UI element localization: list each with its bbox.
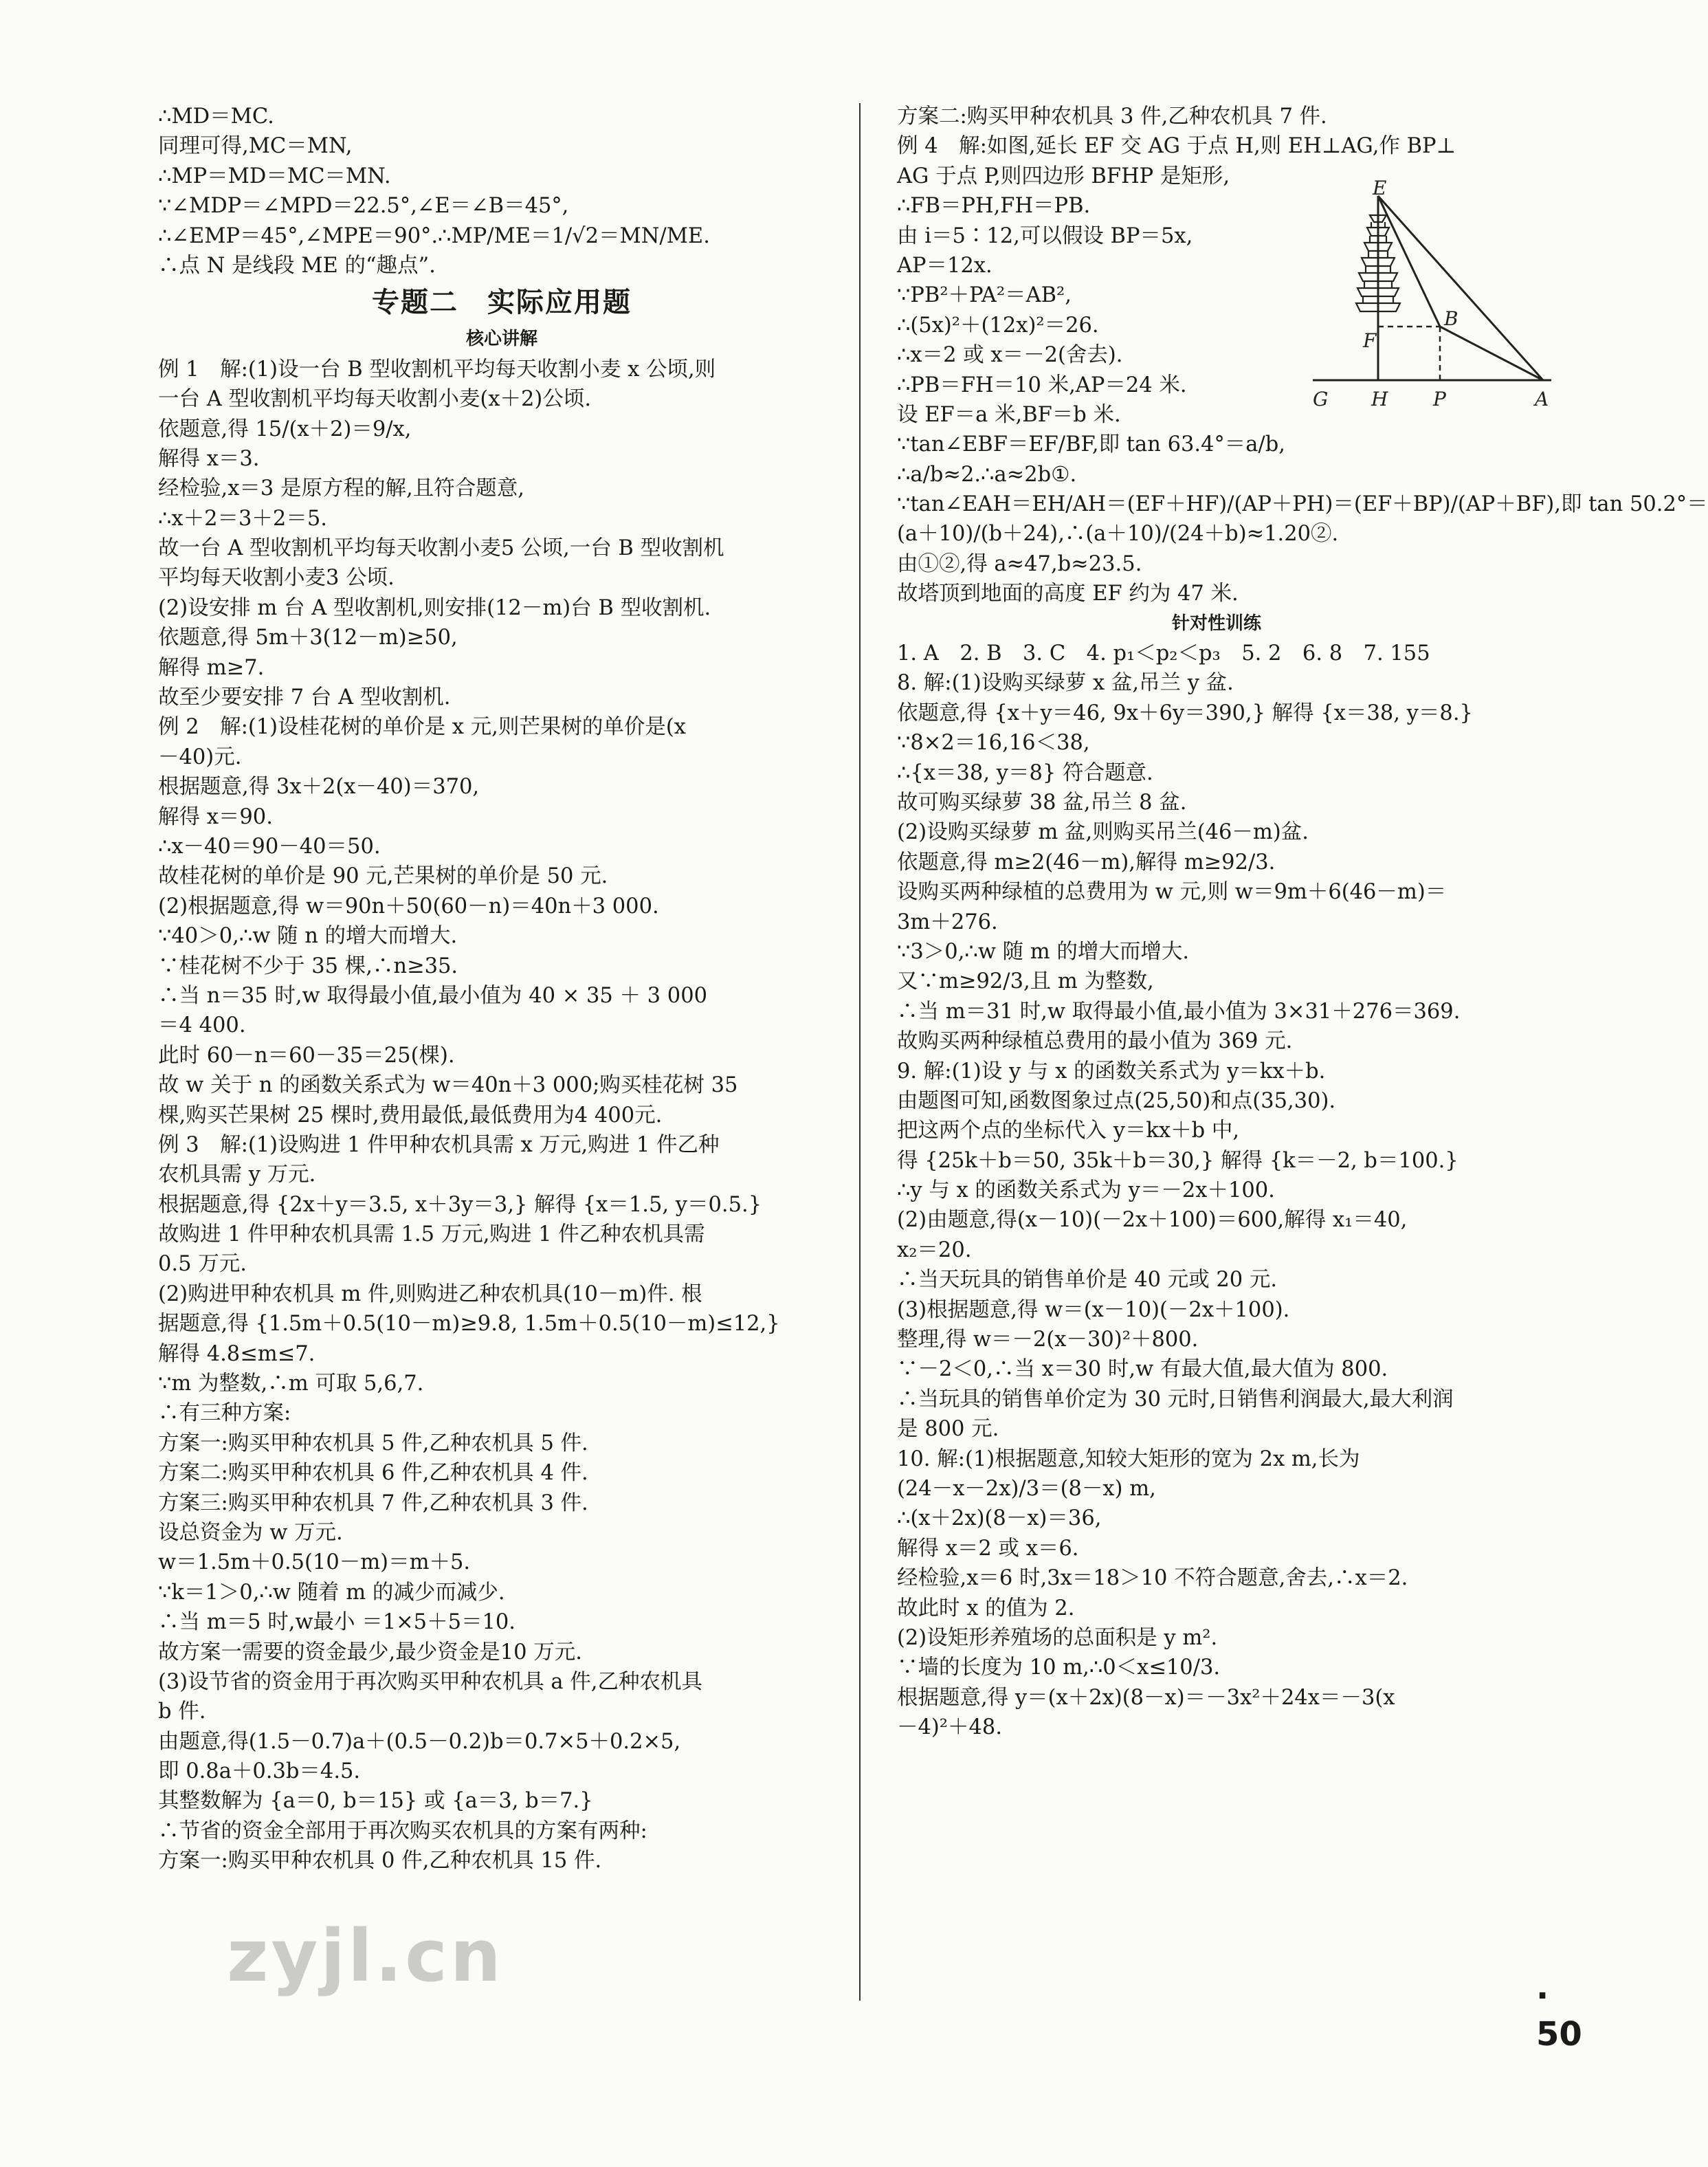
text-line: ∵40＞0,∴w 随 n 的增大而增大. xyxy=(158,924,458,949)
text-line: ∴PB＝FH＝10 米,AP＝24 米. xyxy=(897,373,1187,397)
text-line: ∵墙的长度为 10 m,∴0＜x≤10/3. xyxy=(897,1656,1221,1680)
text-line: 由①②,得 a≈47,b≈23.5. xyxy=(897,551,1142,576)
text-line: ∴a/b≈2.∴a≈2b①. xyxy=(897,462,1077,487)
text-line: 据题意,得 {1.5m＋0.5(10－m)≥9.8, 1.5m＋0.5(10－m)≤12,} xyxy=(158,1312,780,1336)
text-line: b 件. xyxy=(158,1700,206,1724)
text-line: 解得 4.8≤m≤7. xyxy=(158,1341,315,1366)
text-line: ∴当 n＝35 时,w 取得最小值,最小值为 40 × 35 ＋ 3 000 xyxy=(158,983,708,1008)
page-number: · 50 xyxy=(1536,1977,1582,2054)
text-line: 根据题意,得 y＝(x＋2x)(8－x)＝－3x²＋24x＝－3(x xyxy=(897,1685,1395,1710)
text-line: 方案一:购买甲种农机具 5 件,乙种农机具 5 件. xyxy=(158,1431,588,1455)
text-line: x₂＝20. xyxy=(897,1238,972,1262)
text-line: 解得 x＝2 或 x＝6. xyxy=(897,1536,1079,1561)
text-line: 一台 A 型收割机平均每天收割小麦(x＋2)公顷. xyxy=(158,387,592,412)
text-line: 是 800 元. xyxy=(897,1417,999,1442)
text-line: 故可购买绿萝 38 盆,吊兰 8 盆. xyxy=(897,790,1187,815)
text-line: 例 3 解:(1)设购进 1 件甲种农机具需 x 万元,购进 1 件乙种 xyxy=(158,1132,720,1157)
text-line: ∴MP＝MD＝MC＝MN. xyxy=(158,164,391,188)
text-line: AG 于点 P,则四边形 BFHP 是矩形, xyxy=(897,164,1230,188)
text-line: AP＝12x. xyxy=(897,253,992,278)
text-line: ∵∠MDP＝∠MPD＝22.5°,∠E＝∠B＝45°, xyxy=(158,194,569,219)
column-divider xyxy=(859,103,861,2001)
text-line: 得 {25k＋b＝50, 35k＋b＝30,} 解得 {k＝－2, b＝100.} xyxy=(897,1148,1459,1173)
text-line: 故 w 关于 n 的函数关系式为 w＝40n＋3 000;购买桂花树 35 xyxy=(158,1073,738,1098)
text-line: ∵tan∠EBF＝EF/BF,即 tan 63.4°＝a/b, xyxy=(897,432,1285,457)
label-B: B xyxy=(1444,307,1459,330)
text-line: ∵3＞0,∴w 随 m 的增大而增大. xyxy=(897,939,1190,964)
text-line: ∴(5x)²＋(12x)²＝26. xyxy=(897,313,1099,338)
text-line: (a＋10)/(b＋24),∴(a＋10)/(24＋b)≈1.20②. xyxy=(897,522,1339,547)
text-line: (2)设购买绿萝 m 盆,则购买吊兰(46－m)盆. xyxy=(897,820,1309,845)
text-line: ∵－2＜0,∴当 x＝30 时,w 有最大值,最大值为 800. xyxy=(897,1357,1388,1382)
text-line: 故购买两种绿植总费用的最小值为 369 元. xyxy=(897,1029,1293,1054)
text-line: (2)购进甲种农机具 m 件,则购进乙种农机具(10－m)件. 根 xyxy=(158,1282,702,1306)
text-line: 由 i＝5∶12,可以假设 BP＝5x, xyxy=(897,223,1193,248)
watermark: zyjl.cn xyxy=(227,1914,504,1998)
text-line: (3)根据题意,得 w＝(x－10)(－2x＋100). xyxy=(897,1297,1290,1322)
text-line: 由题图可知,函数图象过点(25,50)和点(35,30). xyxy=(897,1088,1336,1113)
text-line: 故至少要安排 7 台 A 型收割机. xyxy=(158,685,451,710)
text-line: (2)设矩形养殖场的总面积是 y m². xyxy=(897,1625,1218,1650)
text-line: ∵8×2＝16,16＜38, xyxy=(897,731,1090,756)
text-line: 设 EF＝a 米,BF＝b 米. xyxy=(897,402,1121,427)
text-line: 棵,购买芒果树 25 棵时,费用最低,最低费用为4 400元. xyxy=(158,1103,663,1128)
text-line: 0.5 万元. xyxy=(158,1252,247,1277)
text-line: 依题意,得 15/(x＋2)＝9/x, xyxy=(158,417,412,441)
text-line: 故方案一需要的资金最少,最少资金是10 万元. xyxy=(158,1640,582,1664)
label-A: A xyxy=(1535,388,1549,410)
text-line: ∴{x＝38, y＝8} 符合题意. xyxy=(897,760,1153,785)
text-line: ∴当玩具的销售单价定为 30 元时,日销售利润最大,最大利润 xyxy=(897,1387,1454,1411)
label-E: E xyxy=(1373,177,1387,199)
text-line: ∴∠EMP＝45°,∠MPE＝90°.∴MP/ME＝1/√2＝MN/ME. xyxy=(158,223,710,248)
text-line: 设购买两种绿植的总费用为 w 元,则 w＝9m＋6(46－m)＝ xyxy=(897,880,1447,905)
text-line: ∴FB＝PH,FH＝PB. xyxy=(897,194,1091,219)
text-line: 设总资金为 w 万元. xyxy=(158,1520,343,1545)
line-EB xyxy=(1378,196,1440,327)
text-line: 方案一:购买甲种农机具 0 件,乙种农机具 15 件. xyxy=(158,1849,602,1873)
text-line: ∴点 N 是线段 ME 的“趣点”. xyxy=(158,253,436,278)
text-line: (24－x－2x)/3＝(8－x) m, xyxy=(897,1476,1156,1501)
label-P: P xyxy=(1433,388,1446,410)
text-line: ∵PB²＋PA²＝AB², xyxy=(897,283,1072,308)
label-G: G xyxy=(1313,388,1329,410)
text-line: (2)由题意,得(x－10)(－2x＋100)＝600,解得 x₁＝40, xyxy=(897,1208,1408,1233)
text-line: 3m＋276. xyxy=(897,910,998,934)
text-line: ∵m 为整数,∴m 可取 5,6,7. xyxy=(158,1372,424,1396)
text-line: ∵k＝1＞0,∴w 随着 m 的减少而减少. xyxy=(158,1580,505,1605)
text-line: 农机具需 y 万元. xyxy=(158,1163,316,1187)
text-line: 专题二 实际应用题 xyxy=(372,287,632,319)
text-line: 根据题意,得 {2x＋y＝3.5, x＋3y＝3,} 解得 {x＝1.5, y＝0.5.} xyxy=(158,1192,762,1217)
left-column xyxy=(158,102,845,1876)
text-line: w＝1.5m＋0.5(10－m)＝m＋5. xyxy=(158,1550,471,1575)
text-line: (3)设节省的资金用于再次购买甲种农机具 a 件,乙种农机具 xyxy=(158,1669,702,1694)
text-line: 故此时 x 的值为 2. xyxy=(897,1596,1075,1620)
text-line: (2)设安排 m 台 A 型收割机,则安排(12－m)台 B 型收割机. xyxy=(158,595,711,620)
text-line: 由题意,得(1.5－0.7)a＋(0.5－0.2)b＝0.7×5＋0.2×5, xyxy=(158,1729,681,1754)
text-line: 又∵m≥92/3,且 m 为整数, xyxy=(897,969,1154,994)
text-line: 依题意,得 {x＋y＝46, 9x＋6y＝390,} 解得 {x＝38, y＝8.} xyxy=(897,701,1473,725)
text-line: ∴节省的资金全部用于再次购买农机具的方案有两种: xyxy=(158,1818,647,1843)
text-line: ∵桂花树不少于 35 棵,∴n≥35. xyxy=(158,954,458,978)
text-line: ∵tan∠EAH＝EH/AH＝(EF＋HF)/(AP＋PH)＝(EF＋BP)/(AP＋BF),即 tan 50.2°＝ xyxy=(897,492,1708,517)
text-line: －4)²＋48. xyxy=(897,1715,1003,1740)
text-line: ∴x＋2＝3＋2＝5. xyxy=(158,506,327,531)
text-line: 方案三:购买甲种农机具 7 件,乙种农机具 3 件. xyxy=(158,1490,588,1515)
text-line: 故桂花树的单价是 90 元,芒果树的单价是 50 元. xyxy=(158,864,608,889)
text-line: 方案二:购买甲种农机具 6 件,乙种农机具 4 件. xyxy=(158,1461,588,1486)
text-line: 10. 解:(1)根据题意,知较大矩形的宽为 2x m,长为 xyxy=(897,1446,1360,1471)
text-line: 经检验,x＝3 是原方程的解,且符合题意, xyxy=(158,476,524,501)
text-line: (2)根据题意,得 w＝90n＋50(60－n)＝40n＋3 000. xyxy=(158,894,659,918)
text-line: 1. A 2. B 3. C 4. p₁＜p₂＜p₃ 5. 2 6. 8 7. 155 xyxy=(897,641,1430,666)
text-line: 根据题意,得 3x＋2(x－40)＝370, xyxy=(158,775,480,800)
label-F: F xyxy=(1363,329,1377,352)
text-line: ∴当 m＝5 时,w最小 ＝1×5＋5＝10. xyxy=(158,1610,515,1635)
text-line: 故购进 1 件甲种农机具需 1.5 万元,购进 1 件乙种农机具需 xyxy=(158,1222,705,1247)
text-line: 方案二:购买甲种农机具 3 件,乙种农机具 7 件. xyxy=(897,104,1327,129)
tower-diagram xyxy=(1309,177,1557,419)
text-line: 例 4 解:如图,延长 EF 交 AG 于点 H,则 EH⊥AG,作 BP⊥ xyxy=(897,134,1456,159)
text-line: ∴(x＋2x)(8－x)＝36, xyxy=(897,1506,1102,1531)
slope-BA xyxy=(1440,327,1543,380)
text-line: 8. 解:(1)设购买绿萝 x 盆,吊兰 y 盆. xyxy=(897,671,1234,696)
text-line: 把这两个点的坐标代入 y＝kx＋b 中, xyxy=(897,1119,1240,1143)
text-line: 解得 m≥7. xyxy=(158,655,265,680)
text-line: 依题意,得 5m＋3(12－m)≥50, xyxy=(158,626,458,650)
text-line: 9. 解:(1)设 y 与 x 的函数关系式为 y＝kx＋b. xyxy=(897,1059,1326,1084)
text-line: 此时 60－n＝60－35＝25(棵). xyxy=(158,1043,455,1068)
text-line: 针对性训练 xyxy=(1171,613,1261,634)
text-line: ＝4 400. xyxy=(158,1013,246,1038)
text-line: 即 0.8a＋0.3b＝4.5. xyxy=(158,1759,361,1784)
text-line: ∴x＝2 或 x＝－2(舍去). xyxy=(897,343,1123,368)
text-line: 平均每天收割小麦3 公顷. xyxy=(158,566,395,591)
text-line: 解得 x＝90. xyxy=(158,804,273,829)
text-line: 故一台 A 型收割机平均每天收割小麦5 公顷,一台 B 型收割机 xyxy=(158,536,724,561)
text-line: 例 2 解:(1)设桂花树的单价是 x 元,则芒果树的单价是(x xyxy=(158,715,686,740)
text-line: ∴有三种方案: xyxy=(158,1401,291,1426)
text-line: 经检验,x＝6 时,3x＝18＞10 不符合题意,舍去,∴x＝2. xyxy=(897,1566,1408,1591)
text-line: 例 1 解:(1)设一台 B 型收割机平均每天收割小麦 x 公顷,则 xyxy=(158,357,716,382)
text-line: ∴x－40＝90－40＝50. xyxy=(158,834,381,859)
text-line: ∴MD＝MC. xyxy=(158,104,274,129)
text-line: 依题意,得 m≥2(46－m),解得 m≥92/3. xyxy=(897,850,1276,874)
text-line: 解得 x＝3. xyxy=(158,446,260,471)
line-EA xyxy=(1378,196,1543,380)
text-line: 整理,得 w＝－2(x－30)²＋800. xyxy=(897,1328,1199,1352)
label-H: H xyxy=(1371,388,1388,410)
text-line: ∴y 与 x 的函数关系式为 y＝－2x＋100. xyxy=(897,1178,1275,1203)
text-line: ∴当 m＝31 时,w 取得最小值,最小值为 3×31＋276＝369. xyxy=(897,999,1461,1024)
text-line: 同理可得,MC＝MN, xyxy=(158,134,353,159)
text-line: 故塔顶到地面的高度 EF 约为 47 米. xyxy=(897,582,1239,606)
text-line: 核心讲解 xyxy=(465,329,537,350)
text-line: ∴当天玩具的销售单价是 40 元或 20 元. xyxy=(897,1268,1278,1292)
text-line: 其整数解为 {a＝0, b＝15} 或 {a＝3, b＝7.} xyxy=(158,1789,593,1814)
text-line: －40)元. xyxy=(158,745,242,769)
